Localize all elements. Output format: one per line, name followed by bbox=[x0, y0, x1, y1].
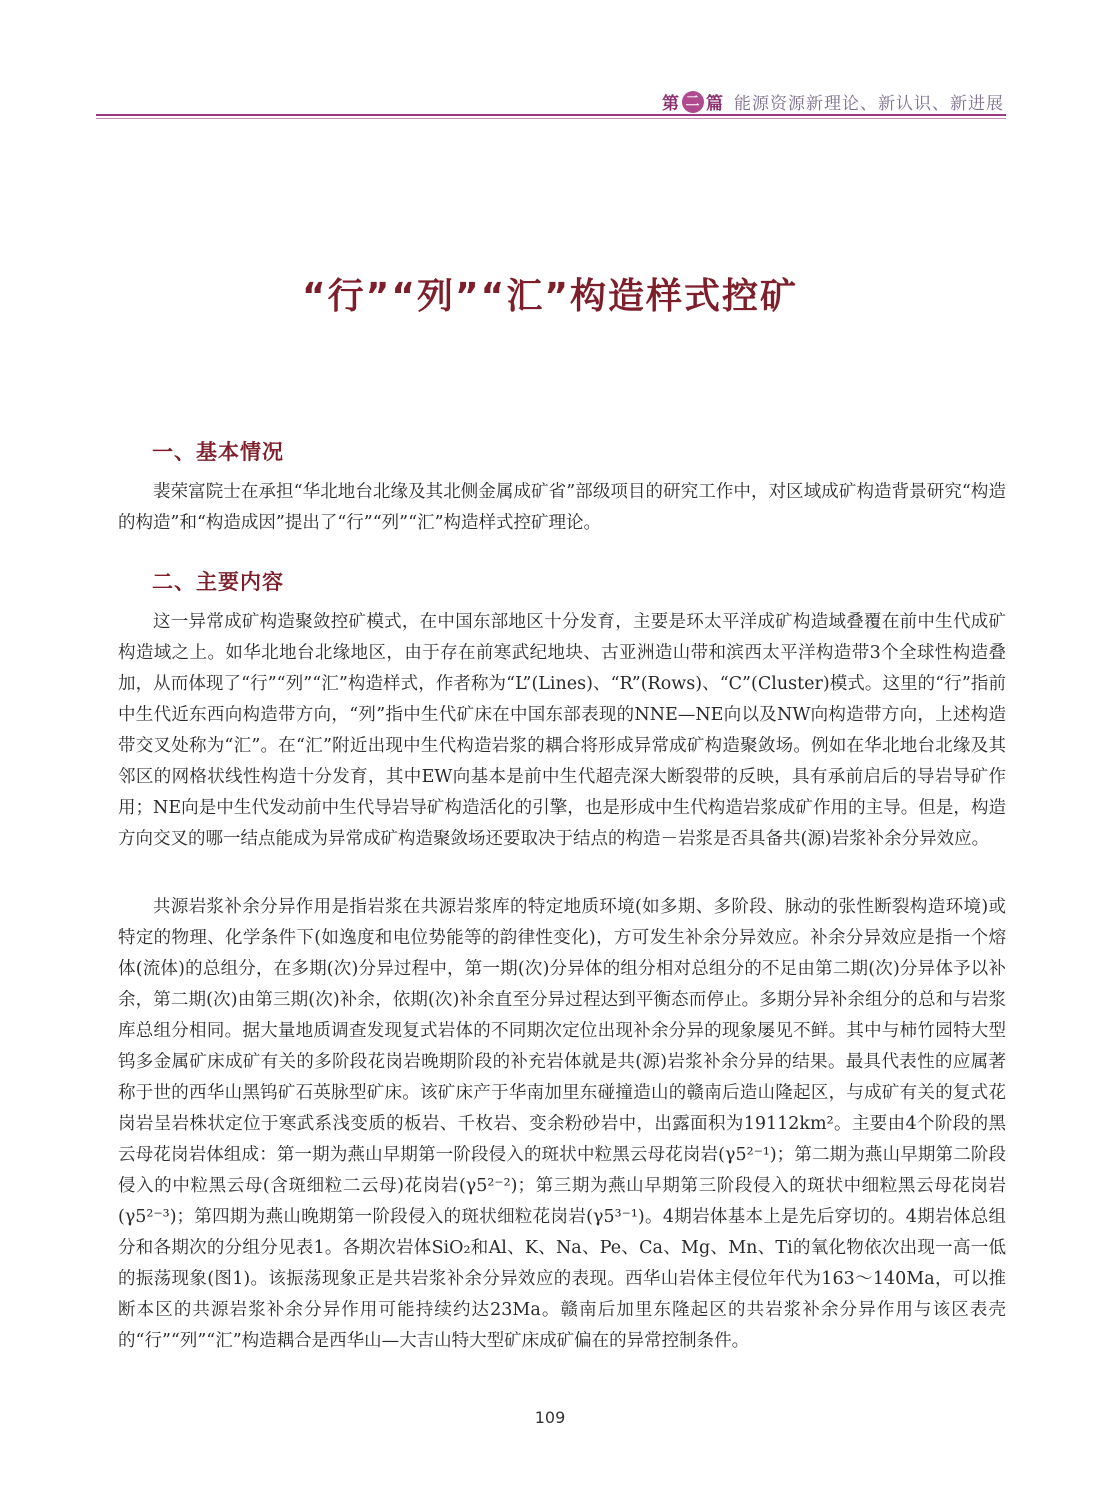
part-suffix: 篇 bbox=[706, 94, 724, 114]
part-subtitle: 能源资源新理论、新认识、新进展 bbox=[734, 94, 1004, 114]
header-rule bbox=[96, 114, 1006, 116]
section-2-paragraph-1: 这一异常成矿构造聚敛控矿模式，在中国东部地区十分发育，主要是环太平洋成矿构造域叠覆在前中生代成矿构造域之上。如华北地台北缘地区，由于存在前寒武纪地块、古亚洲造山带和滨西太平洋构造带3个全球性构造叠加，从而体现了“行”“列”“汇”构造样式，作者称为“L”(Lines)、“R”(Rows)、“C”(Cluster)模式。这里的“行”指前中生代近东西向构造带方向，“列”指中生代矿床在中国东部表现的NNE—NE向以及NW向构造带方向，上述构造带交叉处称为“汇”。在“汇”附近出现中生代构造岩浆的耦合将形成异常成矿构造聚敛场。例如在华北地台北缘及其邻区的网格状线性构造十分发育，其中EW向基本是前中生代超壳深大断裂带的反映，具有承前启后的导岩导矿作用；NE向是中生代发动前中生代导岩导矿构造活化的引擎，也是形成中生代构造岩浆成矿作用的主导。但是，构造方向交叉的哪一结点能成为异常成矿构造聚敛场还要取决于结点的构造－岩浆是否具备共(源)岩浆补余分异效应。 bbox=[118, 612, 1006, 849]
header-rule-thin bbox=[96, 118, 1006, 119]
page-number: 109 bbox=[534, 1408, 566, 1427]
running-header bbox=[0, 0, 1100, 140]
section-heading-main-content: 二、主要内容 bbox=[152, 570, 284, 594]
section-2-paragraph-2: 共源岩浆补余分异作用是指岩浆在共源岩浆库的特定地质环境(如多期、多阶段、脉动的张性断裂构造环境)或特定的物理、化学条件下(如逸度和电位势能等的韵律性变化)，方可发生补余分异效应。补余分异效应是指一个熔体(流体)的总组分，在多期(次)分异过程中，第一期(次)分异体的组分相对总组分的不足由第二期(次)分异体予以补余，第二期(次)由第三期(次)补余，依期(次)补余直至分异过程达到平衡态而停止。多期分异补余组分的总和与岩浆库总组分相同。据大量地质调查发现复式岩体的不同期次定位出现补余分异的现象屡见不鲜。其中与柿竹园特大型钨多金属矿床成矿有关的多阶段花岗岩晚期阶段的补充岩体就是共(源)岩浆补余分异的结果。最具代表性的应属著称于世的西华山黑钨矿石英脉型矿床。该矿床产于华南加里东碰撞造山的赣南后造山隆起区，与成矿有关的复式花岗岩呈岩株状定位于寒武系浅变质的板岩、千枚岩、变余粉砂岩中，出露面积为19112km²。主要由4个阶段的黑云母花岗岩体组成：第一期为燕山早期第一阶段侵入的斑状中粒黑云母花岗岩(γ5²⁻¹)；第二期为燕山早期第二阶段侵入的中粒黑云母(含斑细粒二云母)花岗岩(γ5²⁻²)；第三期为燕山早期第三阶段侵入的斑状中细粒黑云母花岗岩(γ5²⁻³)；第四期为燕山晚期第一阶段侵入的斑状细粒花岗岩(γ5³⁻¹)。4期岩体基本上是先后穿切的。4期岩体总组分和各期次的分组分见表1。各期次岩体SiO₂和Al、K、Na、Pe、Ca、Mg、Mn、Ti的氧化物依次出现一高一低的振荡现象(图1)。该振荡现象正是共岩浆补余分异效应的表现。西华山岩体主侵位年代为163～140Ma，可以推断本区的共源岩浆补余分异作用可能持续约达23Ma。赣南后加里东隆起区的共岩浆补余分异作用与该区表壳的“行”“列”“汇”构造耦合是西华山—大吉山特大型矿床成矿偏在的异常控制条件。 bbox=[118, 897, 1006, 1351]
section-heading-basic-situation: 一、基本情况 bbox=[152, 440, 284, 464]
article-title: “行”“列”“汇”构造样式控矿 bbox=[302, 276, 798, 317]
section-1-paragraph-1: 裴荣富院士在承担“华北地台北缘及其北侧金属成矿省”部级项目的研究工作中，对区域成矿构造背景研究“构造的构造”和“构造成因”提出了“行”“列”“汇”构造样式控矿理论。 bbox=[118, 482, 1006, 533]
part-prefix: 第 bbox=[662, 94, 680, 114]
part-number-badge: 二 bbox=[682, 91, 704, 113]
running-header-text bbox=[662, 89, 1004, 114]
